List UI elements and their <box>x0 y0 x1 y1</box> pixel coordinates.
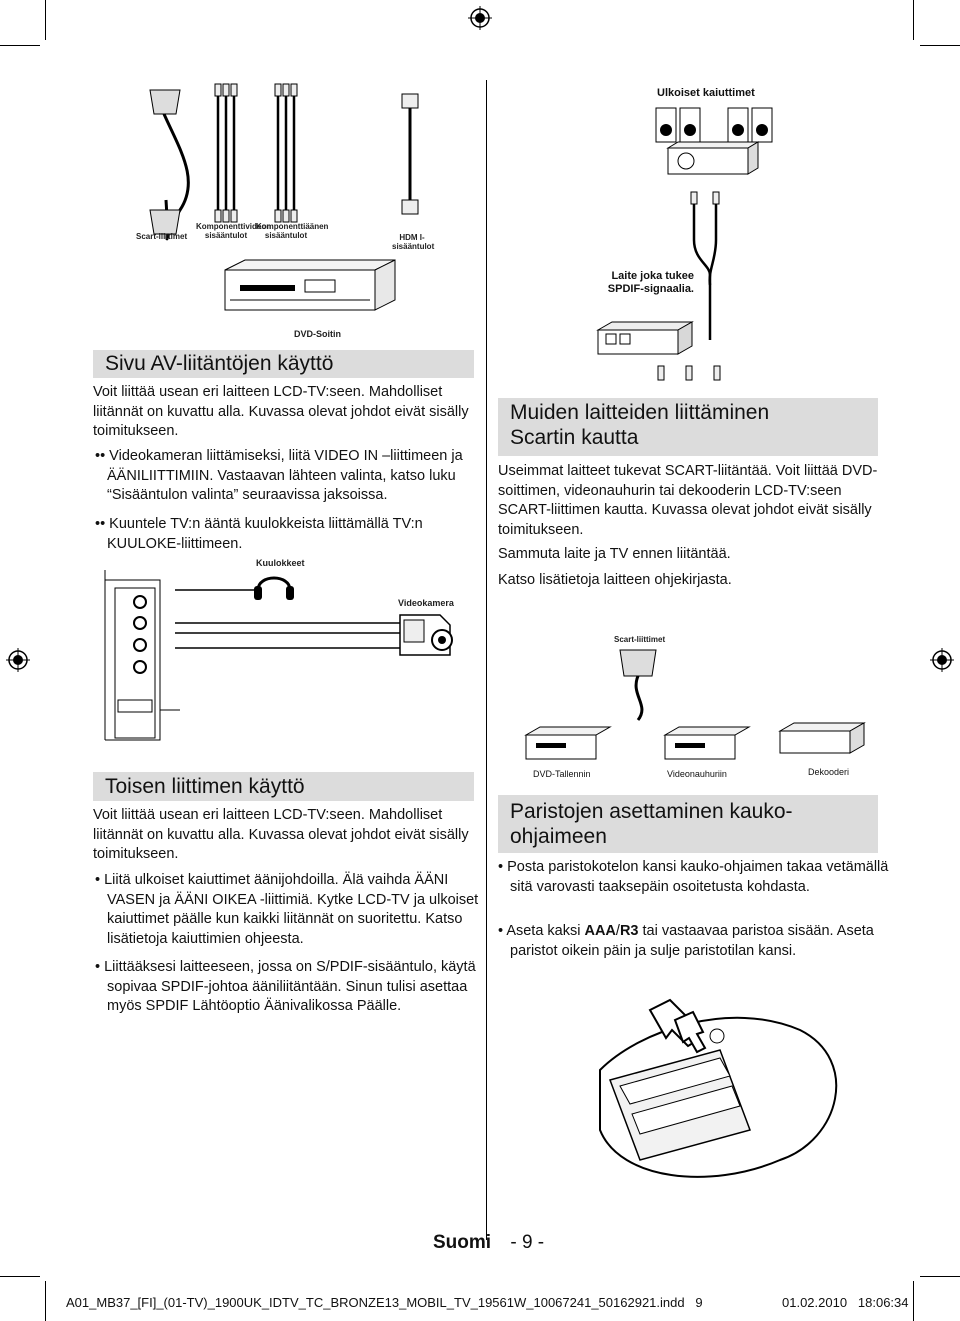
label-component-audio: Komponenttiäänen sisääntulot <box>256 222 329 240</box>
footer-page-number: - 9 - <box>510 1232 545 1253</box>
crop-mark <box>920 1276 960 1277</box>
batteries-bullet-2: • Aseta kaksi AAA/R3 tai vastaavaa paristoa sisään. Aseta paristot oikein päin ja sulje paristotilan kansi. <box>498 923 874 959</box>
scart-title-line-2: Scartin kautta <box>510 426 639 449</box>
column-divider <box>486 80 487 1240</box>
second-connector-bullet-1: • Liitä ulkoiset kaiuttimet äänijohdoilla. Älä vaihda ÄÄNI VASEN ja ÄÄNI OIKEA -liittimiä. Kytke LCD-TV ja ulkoiset kaiuttimet päälle kun kaikki liitännät on suoritettu. Katso lisätietoja kaiuttimien ohjeesta. <box>95 872 479 947</box>
crop-mark <box>0 45 40 46</box>
second-connector-intro: Voit liittää usean eri laitteen LCD-TV:seen. Mahdolliset liitännät on kuvattu alla. Kuvassa olevat johdot eivät sisälly toimitukseen. <box>93 807 469 862</box>
scart-title <box>498 398 878 456</box>
footer-file-name: A01_MB37_[FI]_(01-TV)_1900UK_IDTV_TC_BRONZE13_MOBIL_TV_19561W_10067241_50162921.indd 9 <box>66 1295 703 1310</box>
crop-mark <box>920 45 960 46</box>
scart-connectors-label: Scart-liittimet <box>614 635 666 644</box>
top-connection-diagram <box>140 80 470 340</box>
crop-mark <box>45 0 46 40</box>
crop-mark <box>45 1281 46 1321</box>
headphones-label: Kuulokkeet <box>256 558 305 568</box>
batteries-bullet-1: • Posta paristokotelon kansi kauko-ohjaimen takaa vetämällä sitä varovasti taaksepäin osoitetusta kohdasta. <box>498 859 889 895</box>
scart-devices-diagram <box>510 645 880 765</box>
label-hdmi: HDM I-sisääntulot <box>392 233 435 251</box>
side-av-bullet-2: • • Kuuntele TV:n ääntä kuulokkeista liittämällä TV:n KUULOKE-liittimeen. <box>93 515 487 554</box>
label-dvd-player: DVD-Soitin <box>294 329 341 339</box>
scart-para-3: Katso lisätietoja laitteen ohjekirjasta. <box>498 572 732 588</box>
second-connector-bullet-2: • Liittääksesi laitteeseen, jossa on S/PDIF-sisääntulo, käytä sopivaa SPDIF-johtoa ääniliitäntään. Sinun tulisi asettaa myös SPDIF Lähtöoptio Äänivalikossa Päälle. <box>95 959 476 1014</box>
registration-mark-icon <box>6 648 30 672</box>
scart-title-line-1: Muiden laitteiden liittäminen <box>510 401 770 424</box>
footer-page-label <box>433 1232 544 1254</box>
scart-para-2: Sammuta laite ja TV ennen liitäntää. <box>498 546 731 562</box>
battery-type-r3: R3 <box>619 923 639 939</box>
registration-mark-icon <box>468 6 492 30</box>
batteries-title <box>498 795 878 853</box>
side-av-title: Sivu AV-liitäntöjen käyttö <box>93 350 474 378</box>
label-scart-top: Scart-liittimet <box>136 232 188 241</box>
side-av-intro: Voit liittää usean eri laitteen LCD-TV:seen. Mahdolliset liitännät on kuvattu alla. Kuvassa olevat johdot eivät sisälly toimitukseen. <box>93 384 469 439</box>
crop-mark <box>913 0 914 40</box>
external-speakers-label: Ulkoiset kaiuttimet <box>657 87 755 99</box>
footer-date: 01.02.2010 18:06:34 <box>782 1295 909 1310</box>
vcr-label: Videonauhuriin <box>667 769 727 779</box>
batteries-title-line-1: Paristojen asettaminen kauko- <box>510 800 793 823</box>
registration-mark-icon <box>930 648 954 672</box>
side-av-panel-diagram <box>100 570 470 745</box>
crop-mark <box>913 1281 914 1321</box>
crop-mark <box>0 1276 40 1277</box>
remote-battery-diagram <box>580 990 880 1190</box>
side-av-bullet-1: • • Videokameran liittämiseksi, liitä VIDEO IN –liittimeen ja ÄÄNILIITTIMIIN. Vastaavan lähteen valinta, katso luku “Sisääntulon valinta” seuraavissa jaksoissa. <box>93 447 487 506</box>
scart-para-1: Useimmat laitteet tukevat SCART-liitäntää. Voit liittää DVD-soittimen, videonauhurin tai dekooderin LCD-TV:seen SCART-liittimen kautta. Kuvassa olevat johdot eivät sisälly toimitukseen. <box>498 463 878 538</box>
batteries-bullet-2-post: tai vastaavaa paristoa sisään. Aseta paristot oikein päin ja sulje paristotilan kansi. <box>510 923 874 959</box>
camcorder-label: Videokamera <box>398 598 454 608</box>
spdif-device-label: Laite joka tukee SPDIF-signaalia. <box>607 270 694 295</box>
dvd-recorder-label: DVD-Tallennin <box>533 769 591 779</box>
battery-type-aaa: AAA <box>584 923 616 939</box>
spdif-receiver-diagram <box>590 318 700 398</box>
battery-type-separator: / <box>615 923 620 939</box>
decoder-label: Dekooderi <box>808 767 850 777</box>
second-connector-title: Toisen liittimen käyttö <box>93 772 474 801</box>
footer-language: Suomi <box>433 1232 492 1253</box>
batteries-bullet-2-pre: Aseta kaksi <box>506 923 585 939</box>
batteries-title-line-2: ohjaimeen <box>510 825 607 848</box>
label-component-video: Komponenttivideon sisääntulot <box>196 222 272 240</box>
